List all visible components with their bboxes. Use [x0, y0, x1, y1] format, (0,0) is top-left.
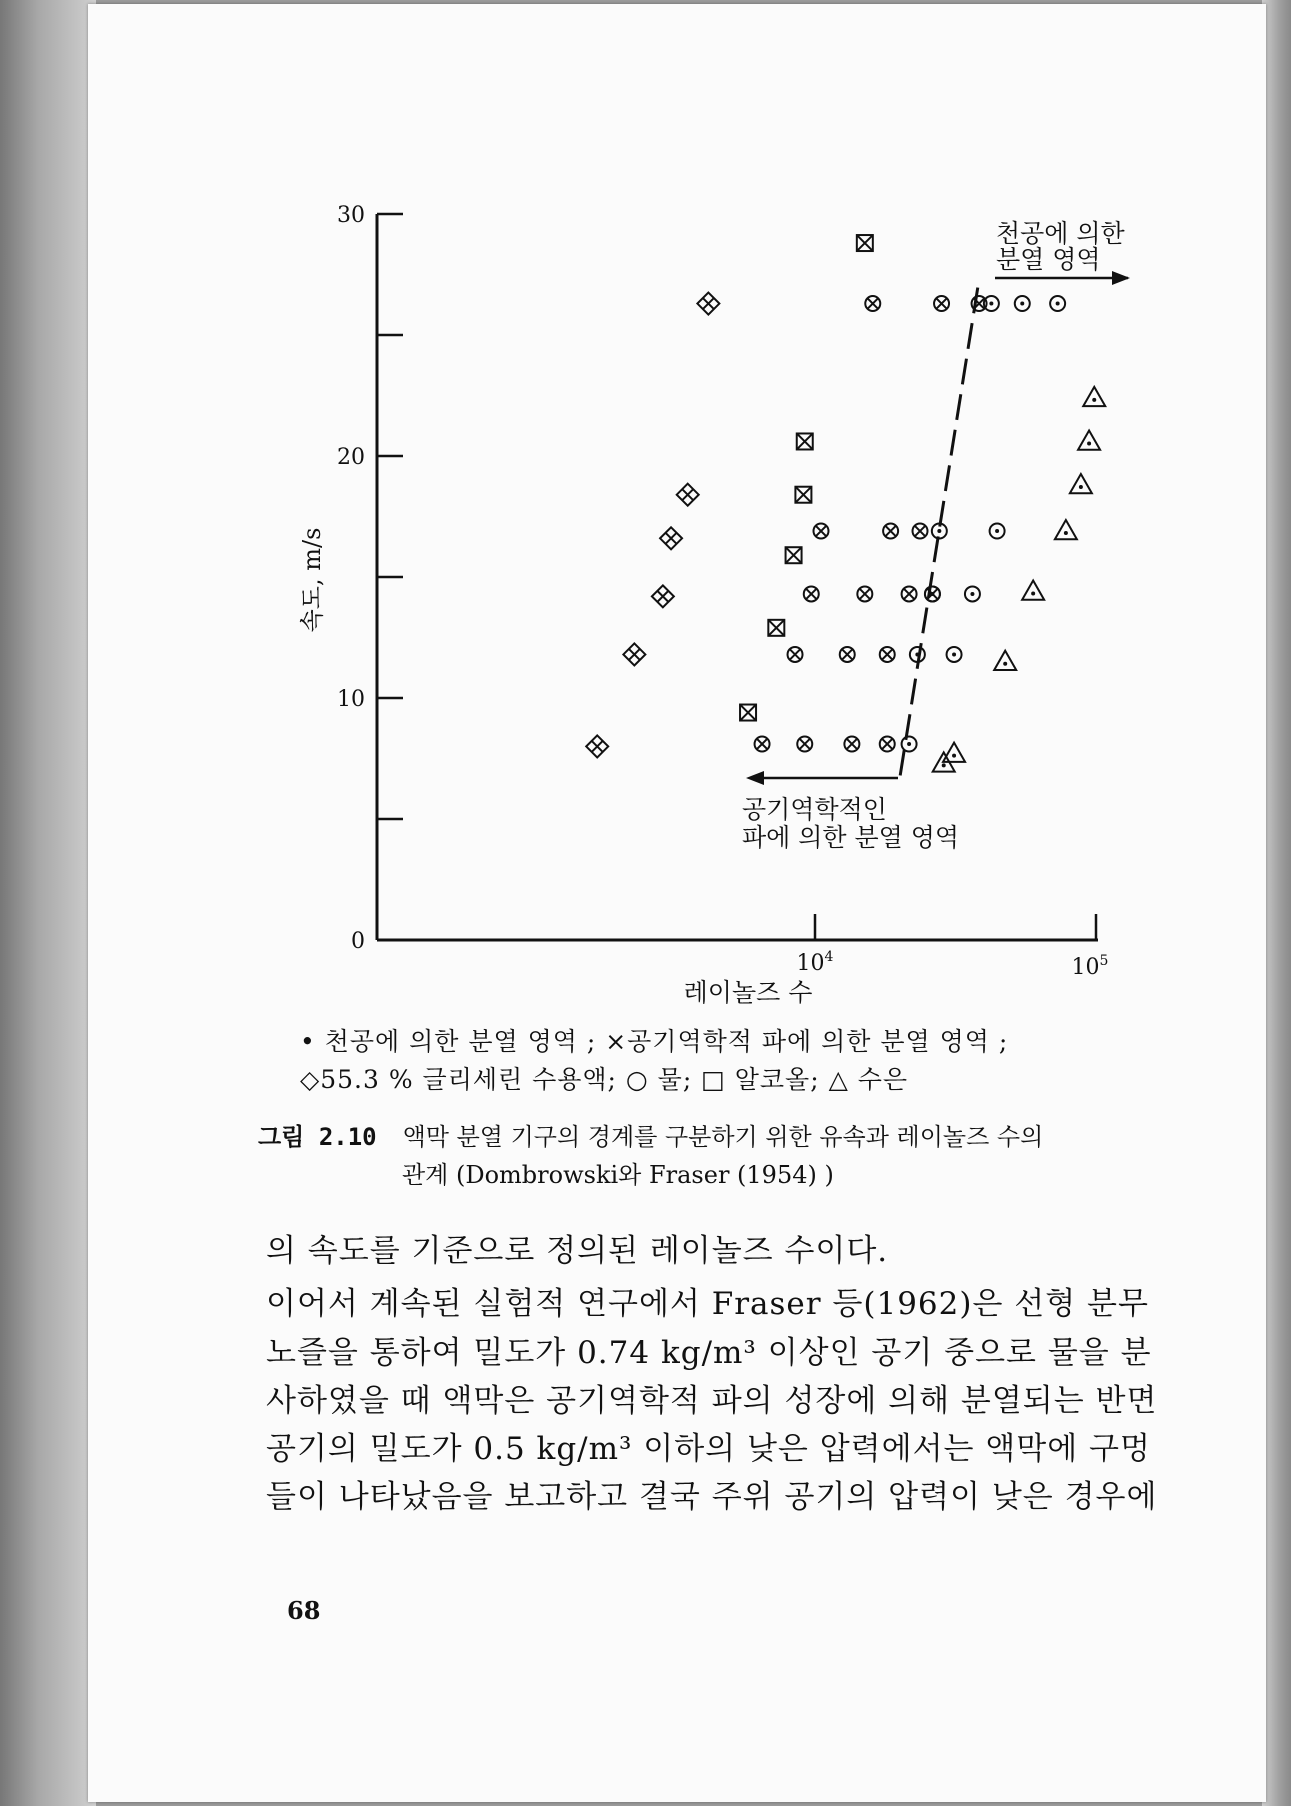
x-tick-label-1e4: $10^4$	[796, 949, 834, 976]
y-ticks	[337, 203, 403, 954]
data-point-triangle-dot	[1083, 387, 1105, 406]
data-point-triangle-dot	[1078, 430, 1100, 449]
data-point-circle-dot	[947, 647, 962, 662]
data-point-square-cross	[740, 705, 756, 721]
legend-line-2: ◇55.3 % 글리세린 수용액; ○ 물; □ 알코올; △ 수은	[300, 1065, 909, 1094]
data-point-triangle-dot	[1070, 474, 1092, 493]
data-point-circle-dot	[1015, 296, 1030, 311]
body-text-line-1: 의 속도를 기준으로 정의된 레이놀즈 수이다.	[266, 1233, 889, 1269]
body-text-line-5: 공기의 밀도가 0.5 kg/m³ 이하의 낮은 압력에서는 액막에 구멍	[266, 1431, 1151, 1467]
data-point-circle-dot	[990, 524, 1005, 539]
data-point-diamond-cross	[623, 643, 645, 665]
x-tick-label-1e5: $10^5$	[1071, 953, 1109, 980]
data-point-square-cross	[857, 235, 873, 251]
y-tick-label: 10	[337, 687, 365, 712]
data-point-circle-cross	[857, 586, 872, 601]
body-text-line-4: 사하였을 때 액막은 공기역학적 파의 성장에 의해 분열되는 반면	[266, 1383, 1158, 1419]
data-point-circle-dot	[1050, 296, 1065, 311]
body-text-line-3: 노즐을 통하여 밀도가 0.74 kg/m³ 이상인 공기 중으로 물을 분	[266, 1335, 1152, 1371]
y-axis-label: 속도, m/s	[298, 527, 326, 633]
data-point-triangle-dot	[943, 743, 965, 762]
data-point-diamond-cross	[677, 484, 699, 506]
data-point-circle-cross	[788, 647, 803, 662]
data-point-triangle-dot	[1022, 581, 1044, 600]
x-axis-label: 레이놀즈 수	[683, 978, 813, 1007]
figure-caption-text-1: 액막 분열 기구의 경계를 구분하기 위한 유속과 레이놀즈 수의	[402, 1123, 1044, 1151]
data-point-circle-cross	[755, 736, 770, 751]
data-point-square-cross	[797, 433, 813, 449]
data-point-square-cross	[768, 620, 784, 636]
data-point-triangle-dot	[1055, 520, 1077, 539]
y-tick-label: 0	[351, 929, 365, 954]
body-text-line-6: 들이 나타났음을 보고하고 결국 주위 공기의 압력이 낮은 경우에	[266, 1479, 1158, 1515]
annotation-bottom-line1: 공기역학적인	[742, 795, 887, 824]
data-point-circle-cross	[880, 647, 895, 662]
boundary-lines	[746, 271, 1130, 785]
annotation-top-line1: 천공에 의한	[996, 219, 1125, 248]
data-point-circle-cross	[840, 647, 855, 662]
data-point-diamond-cross	[660, 527, 682, 549]
data-point-circle-cross	[804, 586, 819, 601]
data-point-diamond-cross	[697, 293, 719, 315]
data-point-circle-cross	[934, 296, 949, 311]
annotation-top-line2: 분열 영역	[996, 245, 1101, 274]
regime-boundary-dashed-line	[900, 279, 979, 775]
figure-caption-label: 그림 2.10	[258, 1123, 377, 1151]
page-number: 68	[287, 1596, 321, 1625]
data-point-circle-dot	[925, 586, 940, 601]
data-point-square-cross	[795, 487, 811, 503]
data-point-square-cross	[786, 547, 802, 563]
figure-caption-line-2: 관계 (Dombrowski와 Fraser (1954) )	[402, 1161, 834, 1189]
data-point-circle-dot	[902, 736, 917, 751]
data-point-circle-cross	[865, 296, 880, 311]
data-point-circle-cross	[913, 524, 928, 539]
data-point-diamond-cross	[652, 585, 674, 607]
data-point-circle-cross	[844, 736, 859, 751]
data-point-circle-dot	[965, 586, 980, 601]
data-markers	[586, 235, 1105, 772]
data-point-circle-cross	[797, 736, 812, 751]
y-tick-label: 20	[337, 445, 365, 470]
bottom-region-arrowhead	[746, 771, 764, 785]
data-point-circle-cross	[883, 524, 898, 539]
top-region-arrowhead	[1112, 271, 1130, 285]
legend-line-1: • 천공에 의한 분열 영역 ; ×공기역학적 파에 의한 분열 영역 ;	[300, 1027, 1009, 1056]
x-tick-labels	[797, 949, 1109, 980]
data-point-triangle-dot	[994, 651, 1016, 670]
y-tick-label: 30	[337, 203, 365, 228]
data-point-diamond-cross	[586, 735, 608, 757]
x-ticks	[815, 914, 1096, 940]
figure-caption-line-1	[258, 1117, 1043, 1152]
data-point-circle-cross	[813, 524, 828, 539]
annotation-bottom-line2: 파에 의한 분열 영역	[742, 823, 960, 852]
body-text-line-2: 이어서 계속된 실험적 연구에서 Fraser 등(1962)은 선형 분무	[266, 1286, 1149, 1322]
chart-axes	[377, 214, 1098, 940]
data-point-circle-cross	[880, 736, 895, 751]
data-point-circle-cross	[902, 586, 917, 601]
